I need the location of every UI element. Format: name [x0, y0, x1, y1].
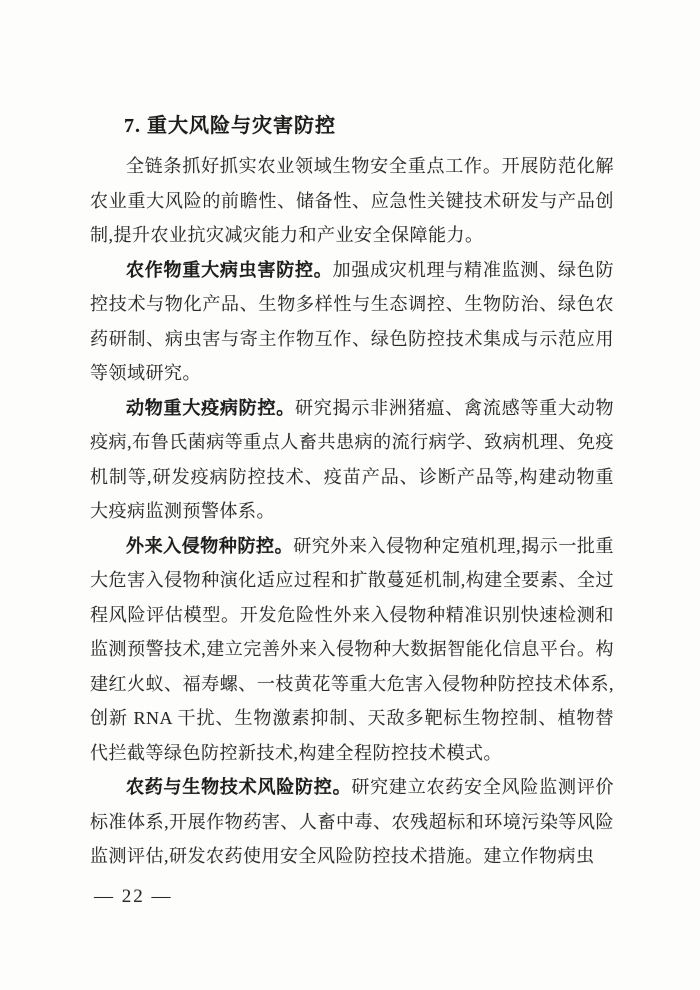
- paragraph-lead: 动物重大疫病防控。: [126, 397, 296, 418]
- text-block: [90, 109, 614, 874]
- paragraph-crop-pest-control: [90, 253, 614, 391]
- paragraph-body: 研究外来入侵物种定殖机理,揭示一批重大危害入侵物种演化适应过程和扩散蔓延机制,构建全要素、全过程风险评估模型。开发危险性外来入侵物种精准识别快速检测和监测预警技术,建立完善外来入侵物种大数据智能化信息平台。构建红火蚁、福寿螺、一枝黄花等重大危害入侵物种防控技术体系,创新 RNA 干扰、生物激素抑制、天敌多靶标生物控制、植物替代拦截等绿色防控新技术,构建全程防控技术模式。: [90, 535, 615, 763]
- page-number: — 22 —: [94, 886, 173, 907]
- section-heading: 7. 重大风险与灾害防控: [124, 115, 336, 137]
- paragraph-animal-epidemic-control: [90, 391, 614, 529]
- paragraph-body: 加强成灾机理与精准监测、绿色防控技术与物化产品、生物多样性与生态调控、生物防治、绿色农药研制、病虫害与寄主作物互作、绿色防控技术集成与示范应用等领域研究。: [90, 259, 615, 383]
- paragraph-body: 研究建立农药安全风险监测评价标准体系,开展作物药害、人畜中毒、农残超标和环境污染等风险监测评估,研发农药使用安全风险防控技术措施。建立作物病虫: [90, 777, 614, 866]
- paragraph-intro: [90, 149, 614, 253]
- paragraph-pesticide-biotech-risk-control: [90, 770, 614, 874]
- paragraph-lead: 农药与生物技术风险防控。: [126, 777, 352, 797]
- paragraph-lead: 外来入侵物种防控。: [126, 535, 294, 556]
- paragraph-body: 研究揭示非洲猪瘟、禽流感等重大动物疫病,布鲁氏菌病等重点人畜共患病的流行病学、致病机理、免疫机制等,研发疫病防控技术、疫苗产品、诊断产品等,构建动物重大疫病监测预警体系。: [90, 397, 615, 521]
- paragraph-body: 全链条抓好抓实农业领域生物安全重点工作。开展防范化解农业重大风险的前瞻性、储备性、应急性关键技术研发与产品创制,提升农业抗灾减灾能力和产业安全保障能力。: [90, 156, 614, 245]
- paragraph-lead: 农作物重大病虫害防控。: [126, 259, 333, 280]
- paragraph-invasive-species-control: [90, 529, 614, 771]
